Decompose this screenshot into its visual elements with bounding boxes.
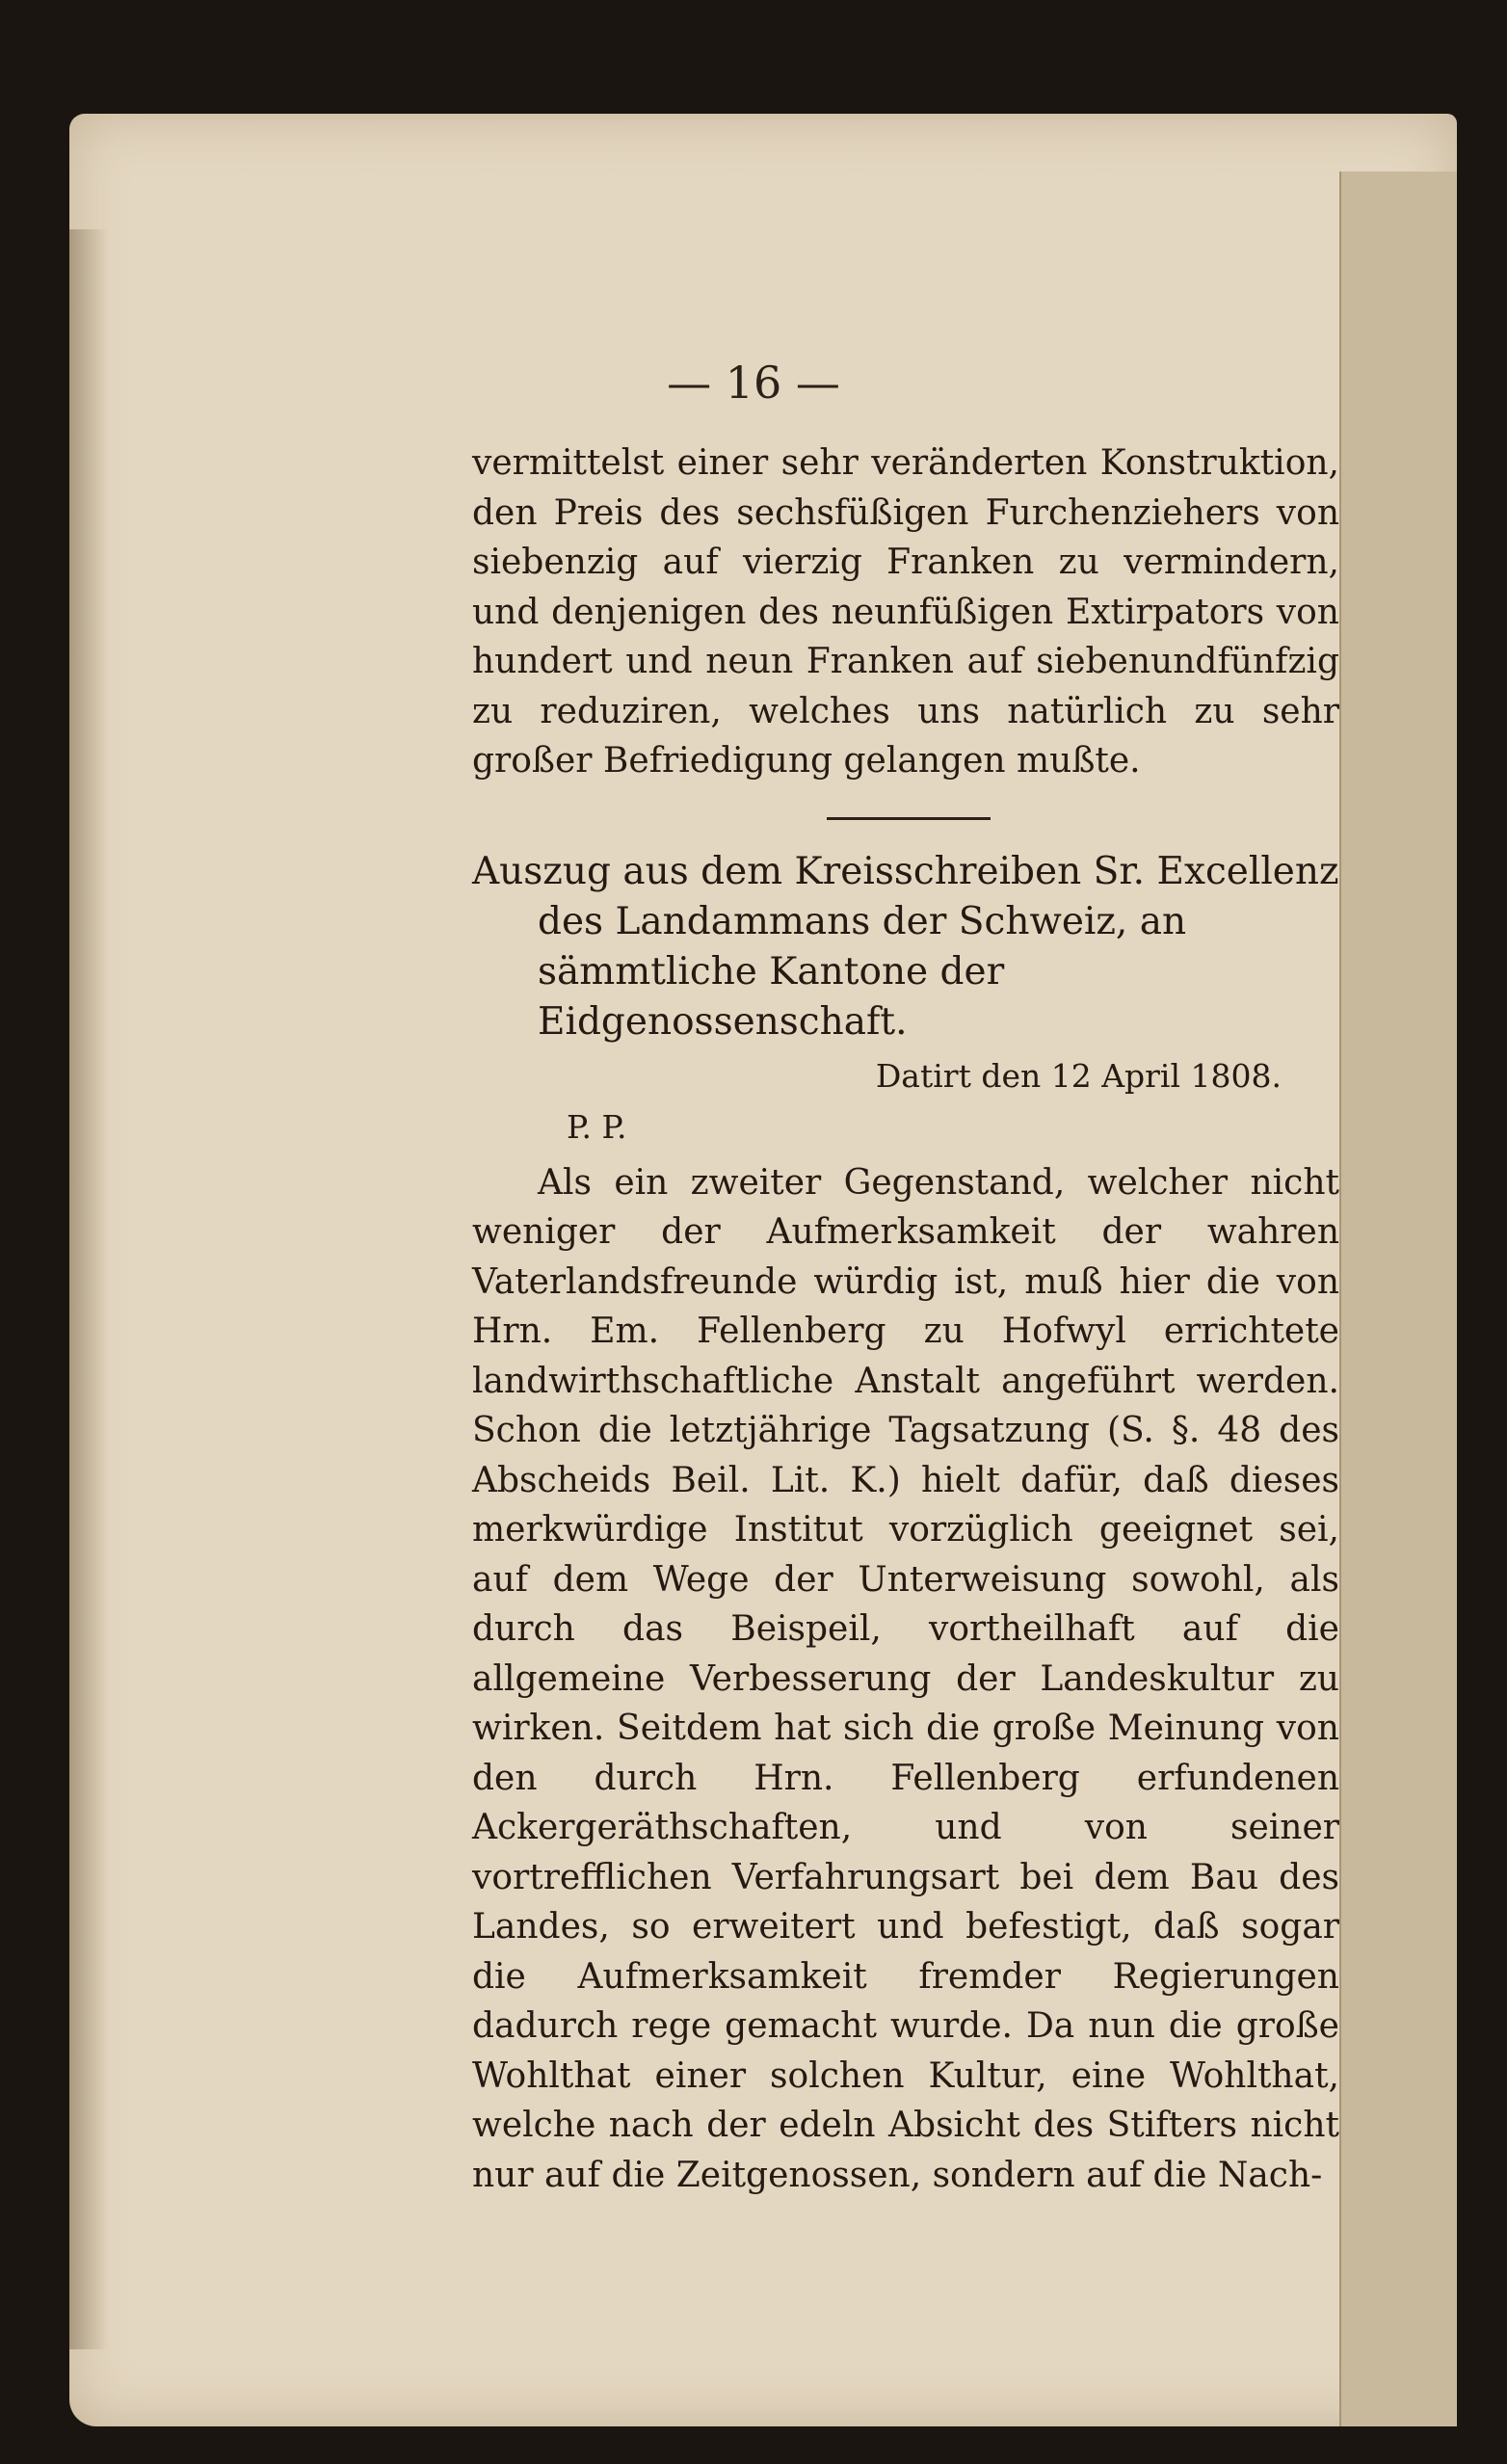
section-heading: Auszug aus dem Kreisschreiben Sr. Excellenz des Landammans der Schweiz, an sämmtliche Kantone der Eidgenossenschaft. (472, 849, 1339, 1044)
body-paragraph: Als ein zweiter Gegenstand, welcher nicht weniger der Aufmerksamkeit der wahren Vaterlandsfreunde würdig ist, muß hier die von Hrn. Em. Fellenberg zu Hofwyl errichtete landwirthschaftliche Anstalt angeführt werden. Schon die letztjährige Tagsatzung (S. §. 48 des Abscheids Beil. Lit. K.) hielt dafür, daß dieses merkwürdige Institut vorzüglich geeignet sei, auf dem Wege der Unterweisung sowohl, als durch das Beispeil, vortheilhaft auf die allgemeine Verbesserung der Landeskultur zu wirken. Seitdem hat sich die große Meinung von den durch Hrn. Fellenberg erfundenen Ackergeräthschaften, und von seiner vortrefflichen Verfahrungsart bei dem Bau des Landes, so erweitert und befestigt, daß sogar die Aufmerksamkeit fremder Regierungen dadurch rege gemacht wurde. Da nun die große Wohlthat einer solchen Kultur, eine Wohlthat, welche nach der edeln Absicht des Stifters nicht nur auf die Zeitgenossen, sondern auf die Nach- (472, 1162, 1339, 2195)
text-block (472, 438, 1339, 2200)
paragraph-continuation: vermittelst einer sehr veränderten Konstruktion, den Preis des sechsfüßigen Furchenziehers von siebenzig auf vierzig Franken zu vermindern, und denjenigen des neunfüßigen Extirpators von hundert und neun Franken auf siebenundfünfzig zu reduziren, welches uns natürlich zu sehr großer Befriedigung gelangen mußte. (472, 443, 1339, 781)
page-number: — 16 — (667, 357, 840, 409)
date-line: Datirt den 12 April 1808. (875, 1056, 1282, 1095)
page-gutter-shadow (69, 229, 108, 2349)
page-edge-strip (1339, 172, 1457, 2426)
section-divider (827, 817, 991, 820)
salutation: P. P. (567, 1108, 627, 1146)
